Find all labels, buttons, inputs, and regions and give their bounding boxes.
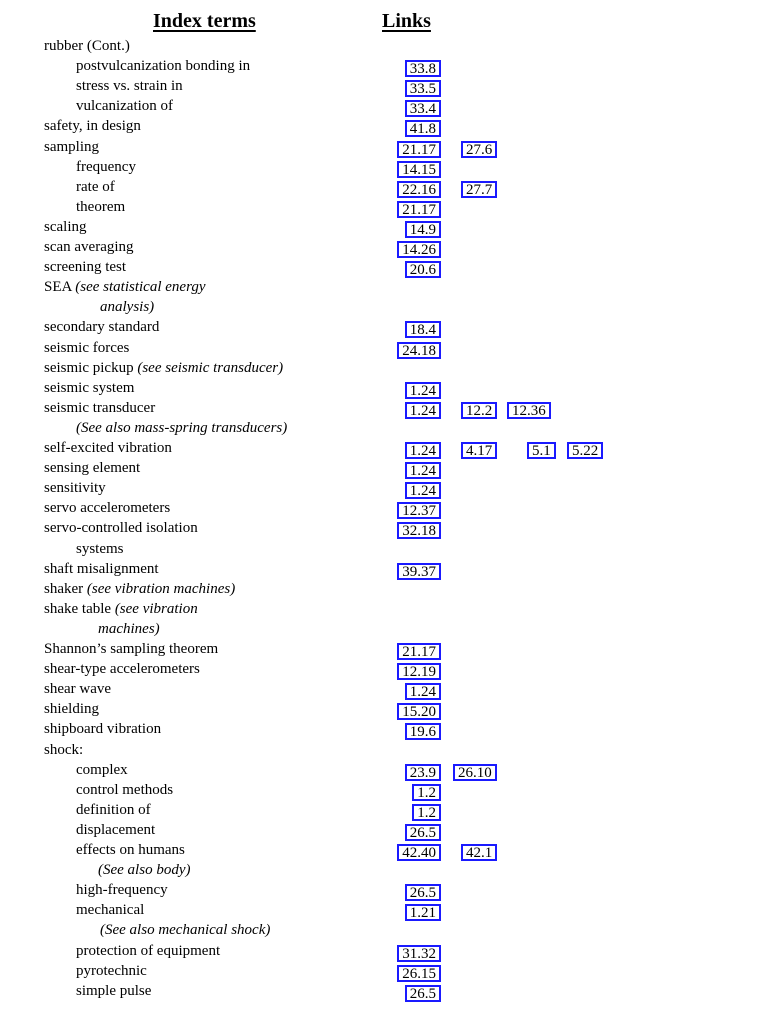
page-link[interactable]: 1.2 — [412, 784, 441, 801]
index-term — [44, 118, 141, 135]
index-term — [44, 239, 134, 256]
page-link[interactable]: 1.24 — [405, 683, 441, 700]
term-text: rate of — [76, 178, 115, 195]
term-text: seismic system — [44, 379, 135, 396]
term-text: effects on humans — [76, 842, 185, 858]
index-term — [44, 139, 99, 156]
index-term — [44, 219, 87, 236]
term-text: shear wave — [44, 681, 112, 698]
term-text: shaker — [44, 580, 84, 597]
index-term — [76, 98, 173, 115]
page-link[interactable]: 33.8 — [405, 60, 441, 77]
term-text: seismic pickup — [44, 359, 134, 376]
page-link[interactable]: 21.17 — [397, 141, 441, 158]
page-link[interactable]: 12.2 — [461, 402, 497, 419]
index-term — [76, 963, 147, 980]
index-term — [44, 581, 235, 598]
term-text: secondary standard — [44, 319, 160, 336]
term-text: servo accelerometers — [44, 500, 171, 517]
index-term — [76, 541, 124, 558]
index-term — [44, 520, 198, 537]
index-term — [44, 340, 129, 357]
term-text: stress vs. strain in — [76, 78, 183, 95]
index-term — [44, 440, 172, 457]
page-link[interactable]: 12.19 — [397, 663, 441, 680]
term-text: safety, in design — [44, 118, 141, 135]
links-heading: Links — [382, 10, 431, 32]
index-term — [44, 561, 159, 578]
page-link[interactable]: 14.9 — [405, 221, 441, 238]
index-term — [76, 882, 168, 899]
page-link[interactable]: 27.6 — [461, 141, 497, 158]
index-term — [76, 782, 173, 799]
index-term — [76, 762, 128, 779]
index-term — [44, 38, 130, 55]
index-term — [76, 78, 183, 95]
index-term — [44, 400, 155, 417]
index-term — [44, 681, 111, 698]
page-link[interactable]: 1.24 — [405, 482, 441, 499]
page-link[interactable]: 14.15 — [397, 161, 441, 178]
cross-reference: (See also mechanical shock) — [100, 922, 271, 939]
term-text: control methods — [76, 781, 174, 798]
term-text: systems — [76, 540, 124, 557]
page-link[interactable]: 14.26 — [397, 241, 441, 258]
term-text: shake table — [44, 600, 112, 617]
term-text: vulcanization of — [76, 98, 174, 115]
page-link[interactable]: 41.8 — [405, 120, 441, 137]
term-text: shielding — [44, 701, 99, 718]
term-text: sampling — [44, 138, 99, 155]
index-term — [76, 802, 151, 819]
page-link[interactable]: 26.5 — [405, 985, 441, 1002]
index-term — [76, 822, 155, 839]
term-text: shock: — [44, 741, 84, 758]
page-link[interactable]: 12.36 — [507, 402, 551, 419]
page-link[interactable]: 1.24 — [405, 382, 441, 399]
cross-reference: (see vibration machines) — [86, 580, 236, 597]
index-term — [76, 58, 250, 75]
term-text: protection of equipment — [76, 942, 221, 959]
index-term — [76, 179, 115, 196]
index-term — [98, 621, 160, 638]
index-term — [44, 380, 134, 397]
page-link[interactable]: 32.18 — [397, 522, 441, 539]
page-link[interactable]: 5.22 — [567, 442, 603, 459]
page-link[interactable]: 22.16 — [397, 181, 441, 198]
page-link[interactable]: 19.6 — [405, 723, 441, 740]
page-link[interactable]: 18.4 — [405, 321, 441, 338]
term-text: frequency — [76, 158, 136, 175]
index-term — [76, 842, 185, 859]
page-link[interactable]: 5.1 — [527, 442, 556, 459]
term-text: sensing element — [44, 460, 141, 477]
page-link[interactable]: 4.17 — [461, 442, 497, 459]
index-term — [100, 299, 154, 316]
index-term — [44, 360, 283, 377]
term-text: SEA — [44, 279, 72, 296]
page-link[interactable]: 26.5 — [405, 884, 441, 901]
page-link[interactable]: 1.24 — [405, 402, 441, 419]
page-link[interactable]: 20.6 — [405, 261, 441, 278]
page-link[interactable]: 31.32 — [397, 945, 441, 962]
page-link[interactable]: 1.2 — [412, 804, 441, 821]
index-term — [76, 159, 136, 176]
page-link[interactable]: 1.24 — [405, 442, 441, 459]
term-text: simple pulse — [76, 982, 152, 999]
term-text: self-excited vibration — [44, 440, 172, 456]
cross-reference: (see vibration — [114, 600, 198, 617]
page-link[interactable]: 23.9 — [405, 764, 441, 781]
page-link[interactable]: 1.24 — [405, 462, 441, 479]
term-text: high-frequency — [76, 882, 168, 899]
term-text: rubber (Cont.) — [44, 38, 130, 54]
index-term — [98, 862, 190, 879]
term-text: complex — [76, 761, 128, 778]
page-link[interactable]: 24.18 — [397, 342, 441, 359]
index-term — [44, 721, 161, 738]
term-text: mechanical — [76, 902, 145, 919]
term-text: seismic forces — [44, 339, 130, 356]
page-link[interactable]: 21.17 — [397, 643, 441, 660]
page-link[interactable]: 39.37 — [397, 563, 441, 580]
index-term — [44, 500, 170, 517]
index-term — [76, 902, 144, 919]
index-term — [44, 601, 198, 618]
term-text: screening test — [44, 259, 127, 276]
index-terms-heading: Index terms — [153, 10, 256, 32]
page-link[interactable]: 33.4 — [405, 100, 441, 117]
page-link[interactable]: 21.17 — [397, 201, 441, 218]
term-text: Shannon’s sampling theorem — [44, 641, 219, 657]
cross-reference: analysis) — [100, 299, 155, 316]
index-term — [44, 742, 83, 759]
index-term — [76, 943, 220, 960]
cross-reference: (see statistical energy — [75, 279, 206, 296]
term-text: pyrotechnic — [76, 962, 147, 979]
page-link[interactable]: 15.20 — [397, 703, 441, 720]
index-term — [76, 199, 125, 216]
page-link[interactable]: 26.5 — [405, 824, 441, 841]
page-link[interactable]: 42.1 — [461, 844, 497, 861]
index-term — [76, 983, 151, 1000]
page-link[interactable]: 26.10 — [453, 764, 497, 781]
page-link[interactable]: 42.40 — [397, 844, 441, 861]
cross-reference: (See also body) — [98, 862, 191, 879]
term-text: definition of — [76, 801, 151, 818]
cross-reference: (see seismic transducer) — [137, 359, 284, 376]
index-term — [44, 701, 99, 718]
index-term — [44, 641, 218, 658]
cross-reference: (See also mass-spring transducers) — [76, 419, 288, 436]
index-term — [44, 319, 159, 336]
term-text: postvulcanization bonding in — [76, 58, 251, 75]
term-text: shaft misalignment — [44, 560, 159, 577]
term-text: scaling — [44, 218, 87, 235]
term-text: shipboard vibration — [44, 721, 162, 738]
index-term — [44, 279, 206, 296]
page-link[interactable]: 12.37 — [397, 502, 441, 519]
page-link[interactable]: 33.5 — [405, 80, 441, 97]
term-text: servo-controlled isolation — [44, 520, 198, 537]
index-term — [44, 480, 106, 497]
index-term — [76, 420, 287, 437]
term-text: scan averaging — [44, 239, 134, 255]
term-text: displacement — [76, 821, 156, 838]
term-text: seismic transducer — [44, 399, 156, 416]
term-text: sensitivity — [44, 480, 106, 497]
index-term — [44, 460, 140, 477]
term-text: theorem — [76, 198, 126, 215]
term-text: shear-type accelerometers — [44, 661, 200, 678]
page-link[interactable]: 1.21 — [405, 904, 441, 921]
cross-reference: machines) — [98, 620, 160, 637]
page-link[interactable]: 27.7 — [461, 181, 497, 198]
index-term — [44, 661, 200, 678]
index-term — [100, 922, 270, 939]
page-link[interactable]: 26.15 — [397, 965, 441, 982]
index-term — [44, 259, 126, 276]
